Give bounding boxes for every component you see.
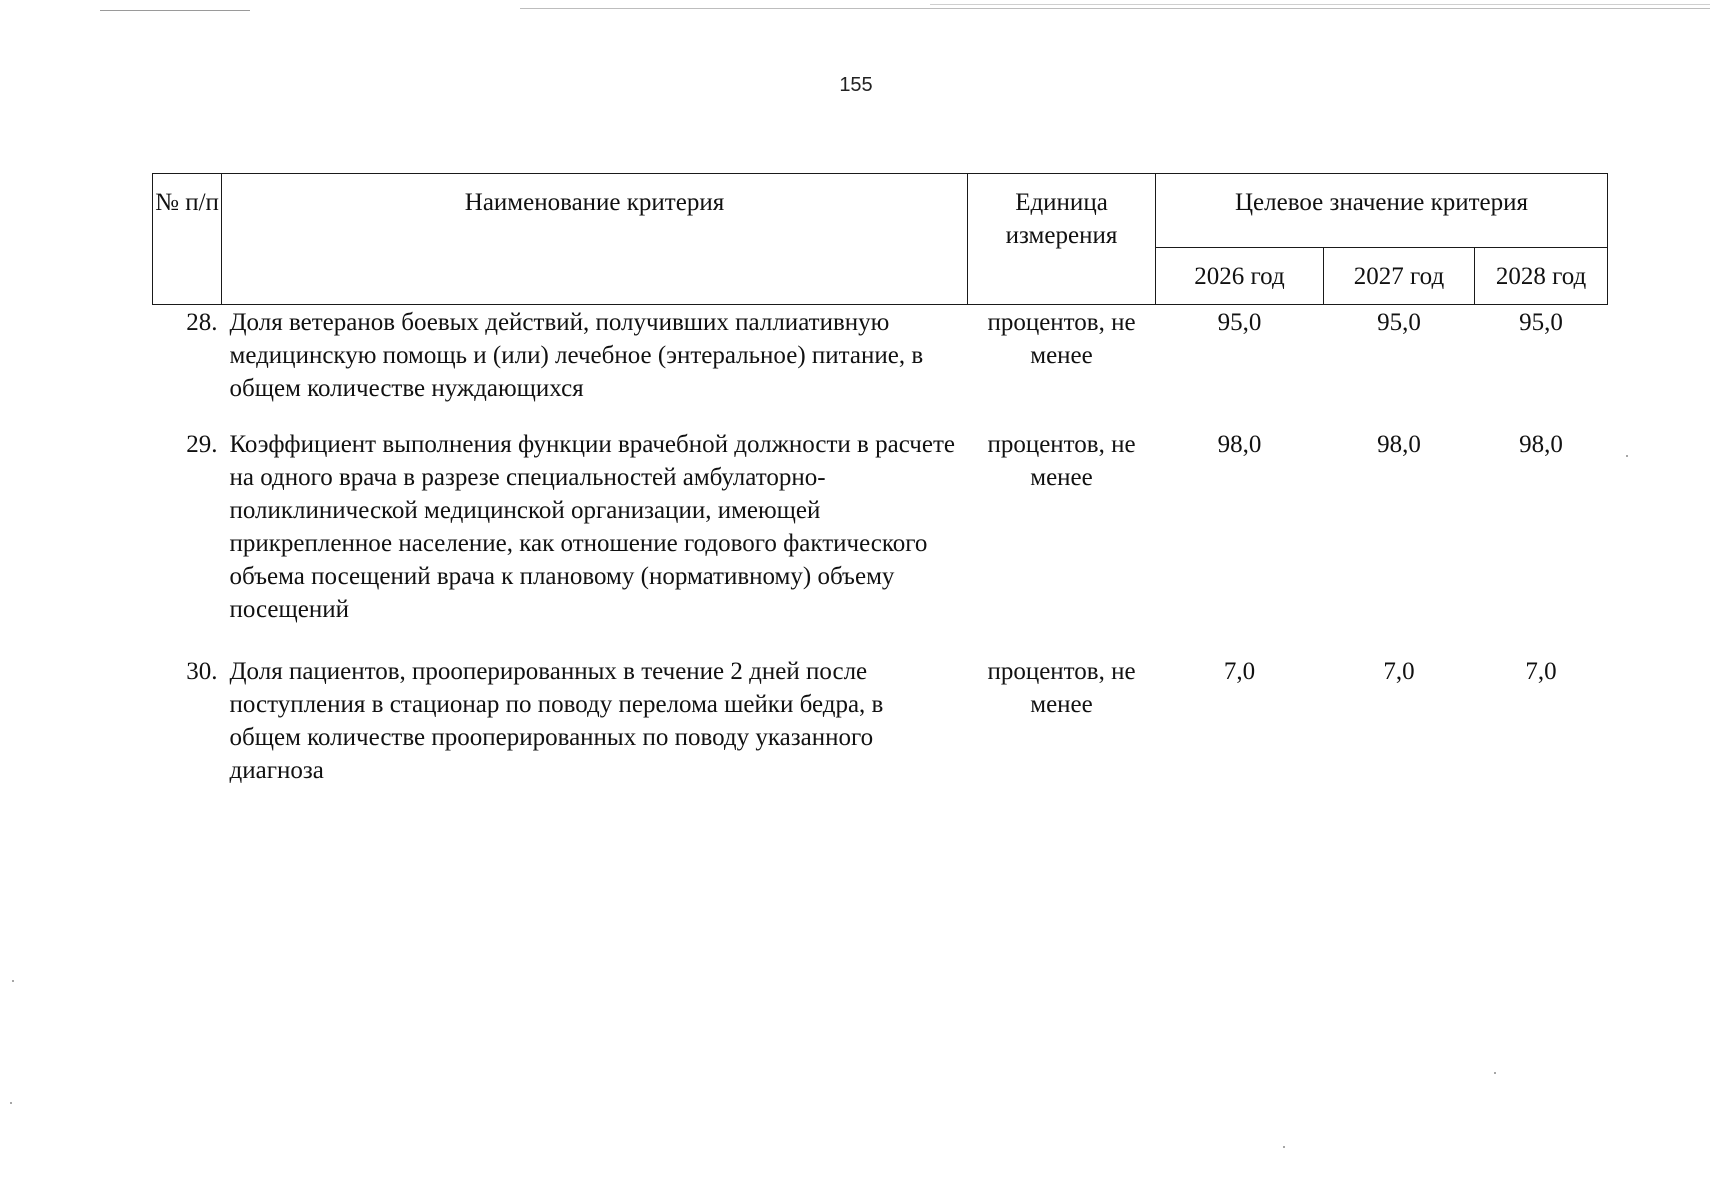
header-year-2026: 2026 год: [1156, 248, 1324, 305]
value-2028: 7,0: [1525, 658, 1557, 685]
table-row: [153, 427, 1608, 626]
scan-speck: [1283, 1146, 1285, 1148]
criterion-unit: процентов, не менее: [987, 431, 1136, 491]
header-target-text: Целевое значение критерия: [1234, 189, 1529, 216]
criterion-name: Коэффициент выполнения функции врачебной должности в расчете на одного врача в разрезе специальностей амбулаторно-поликлинической медицинской организации, имеющей прикрепленное население, как отношение годового фактического объема посещений врача к плановому (нормативному) объему посещений: [229, 431, 955, 623]
header-year-2028: 2028 год: [1475, 248, 1608, 305]
criterion-unit: процентов, не менее: [987, 309, 1136, 369]
scan-speck: [1494, 1072, 1496, 1074]
scan-speck: [10, 1102, 12, 1104]
value-2027: 95,0: [1377, 309, 1421, 336]
scan-edge-line: [520, 8, 1710, 9]
header-num: [153, 174, 222, 305]
value-2028: 95,0: [1519, 309, 1563, 336]
table-row: [153, 305, 1608, 406]
header-name-text: Наименование критерия: [464, 189, 725, 216]
value-2026: 7,0: [1223, 658, 1256, 685]
scan-edge-line: [930, 4, 1710, 5]
header-unit-text: Единица измерения: [1005, 189, 1118, 249]
header-year-2027: 2027 год: [1324, 248, 1475, 305]
scan-speck: [1626, 455, 1628, 457]
value-2027: 7,0: [1383, 658, 1415, 685]
header-target: [1156, 174, 1608, 248]
value-2026: 95,0: [1217, 309, 1262, 336]
header-unit: [968, 174, 1156, 305]
header-name: [222, 174, 968, 305]
value-2027: 98,0: [1377, 431, 1421, 458]
scan-edge-line: [100, 10, 250, 11]
row-gap: [153, 626, 1608, 654]
header-num-text: № п/п: [155, 189, 219, 216]
criterion-name: Доля ветеранов боевых действий, получивших паллиативную медицинскую помощь и (или) лечебное (энтеральное) питание, в общем количестве нуждающихся: [229, 309, 924, 402]
row-number: 30.: [186, 658, 218, 685]
criteria-table: [152, 173, 1608, 787]
page-number: 155: [839, 74, 873, 96]
value-2028: 98,0: [1519, 431, 1563, 458]
criterion-name: Доля пациентов, прооперированных в течение 2 дней после поступления в стационар по поводу перелома шейки бедра, в общем количестве прооперированных по поводу указанного диагноза: [229, 658, 884, 784]
table-row: [153, 654, 1608, 787]
criterion-unit: процентов, не менее: [987, 658, 1136, 718]
value-2026: 98,0: [1217, 431, 1262, 458]
row-gap: [153, 405, 1608, 427]
row-number: 29.: [186, 431, 218, 458]
scan-speck: [12, 980, 14, 982]
row-number: 28.: [186, 309, 218, 336]
